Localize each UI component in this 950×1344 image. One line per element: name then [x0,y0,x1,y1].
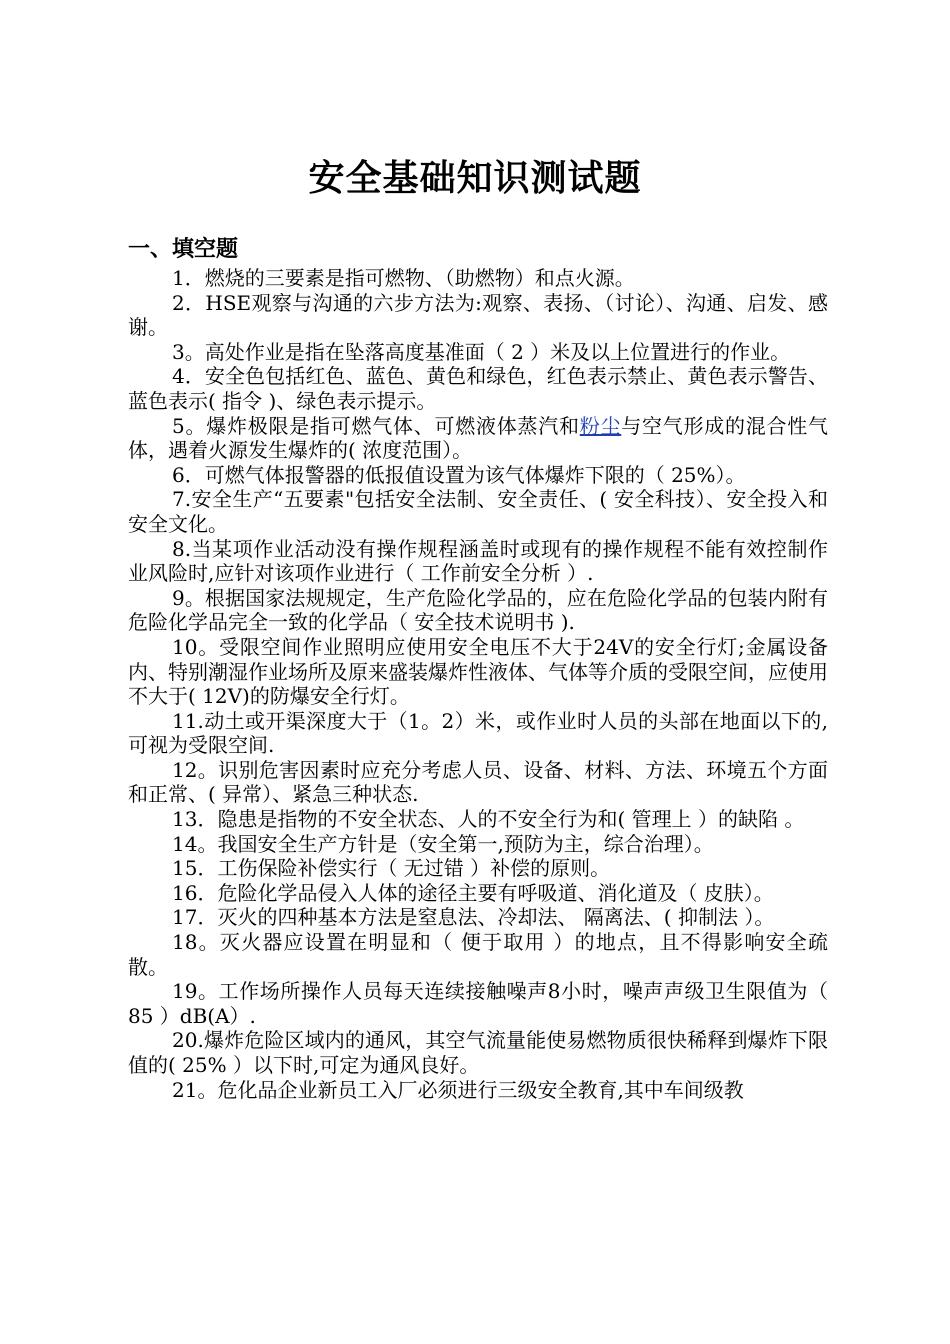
question-item-12: 12。识别危害因素时应充分考虑人员、设备、材料、方法、环境五个方面和正常、( 异常）、紧急三种状态. [128,757,828,807]
question-item-9: 9。根据国家法规规定，生产危险化学品的，应在危险化学品的包装内附有危险化学品完全一致的化学品（ 安全技术说明书 ). [128,585,828,635]
question-item-8: 8.当某项作业活动没有操作规程涵盖时或现有的操作规程不能有效控制作业风险时,应针对该项作业进行（ 工作前安全分析 ）. [128,536,828,586]
question-item-2: 2．HSE观察与沟通的六步方法为:观察、表扬、（讨论）、沟通、启发、感谢。 [128,290,828,340]
question-item-6: 6．可燃气体报警器的低报值设置为该气体爆炸下限的（ 25%）。 [172,462,746,487]
question-item-5 [128,414,828,463]
question-item-17: 17．灭火的四种基本方法是窒息法、冷却法、 隔离法、( 抑制法 ）。 [172,905,775,930]
question-item-7: 7.安全生产“五要素"包括安全法制、安全责任、( 安全科技）、安全投入和安全文化。 [128,487,828,536]
question-item-5-after: 与空气形成的混合性气体，遇着火源发生爆炸的( 浓度范围）。 [128,413,829,463]
question-item-16: 16．危险化学品侵入人体的途径主要有呼吸道、消化道及（ 皮肤）。 [172,880,774,905]
question-item-14: 14。我国安全生产方针是（安全第一,预防为主，综合治理）。 [172,831,714,856]
question-item-18: 18。灭火器应设置在明显和（ 便于取用 ）的地点，且不得影响安全疏散。 [128,930,828,979]
section-heading: 一、填空题 [128,237,239,262]
dust-link[interactable]: 粉尘 [579,413,622,438]
page-title: 安全基础知识测试题 [308,157,642,199]
question-item-5-before: 5。爆炸极限是指可燃气体、可燃液体蒸汽和 [172,413,580,438]
question-item-13: 13．隐患是指物的不安全状态、人的不安全行为和( 管理上 ）的缺陷 。 [172,807,805,832]
question-item-19: 19。工作场所操作人员每天连续接触噪声8小时，噪声声级卫生限值为（ 85 ）dB(A）. [128,979,828,1028]
question-item-3: 3。高处作业是指在坠落高度基准面（ 2 ）米及以上位置进行的作业。 [172,339,791,364]
question-item-1: 1．燃烧的三要素是指可燃物、（助燃物）和点火源。 [172,266,635,290]
question-item-15: 15．工伤保险补偿实行（ 无过错 ）补偿的原则。 [172,856,611,881]
question-item-20: 20.爆炸危险区域内的通风，其空气流量能使易燃物质很快稀释到爆炸下限值的( 25% ）以下时,可定为通风良好。 [128,1028,828,1077]
question-item-11: 11.动土或开渠深度大于（1。2）米，或作业时人员的头部在地面以下的,可视为受限空间. [128,708,828,758]
question-list [128,266,828,1102]
question-item-4: 4．安全色包括红色、蓝色、黄色和绿色，红色表示禁止、黄色表示警告、蓝色表示( 指令 )、绿色表示提示。 [128,364,828,413]
question-item-21: 21。危化品企业新员工入厂必须进行三级安全教育,其中车间级教 [172,1077,744,1102]
question-item-10: 10。受限空间作业照明应使用安全电压不大于24V的安全行灯;金属设备内、特别潮湿作业场所及原来盛装爆炸性液体、气体等介质的受限空间，应使用不大于( 12V)的防爆安全行灯。 [128,634,828,709]
